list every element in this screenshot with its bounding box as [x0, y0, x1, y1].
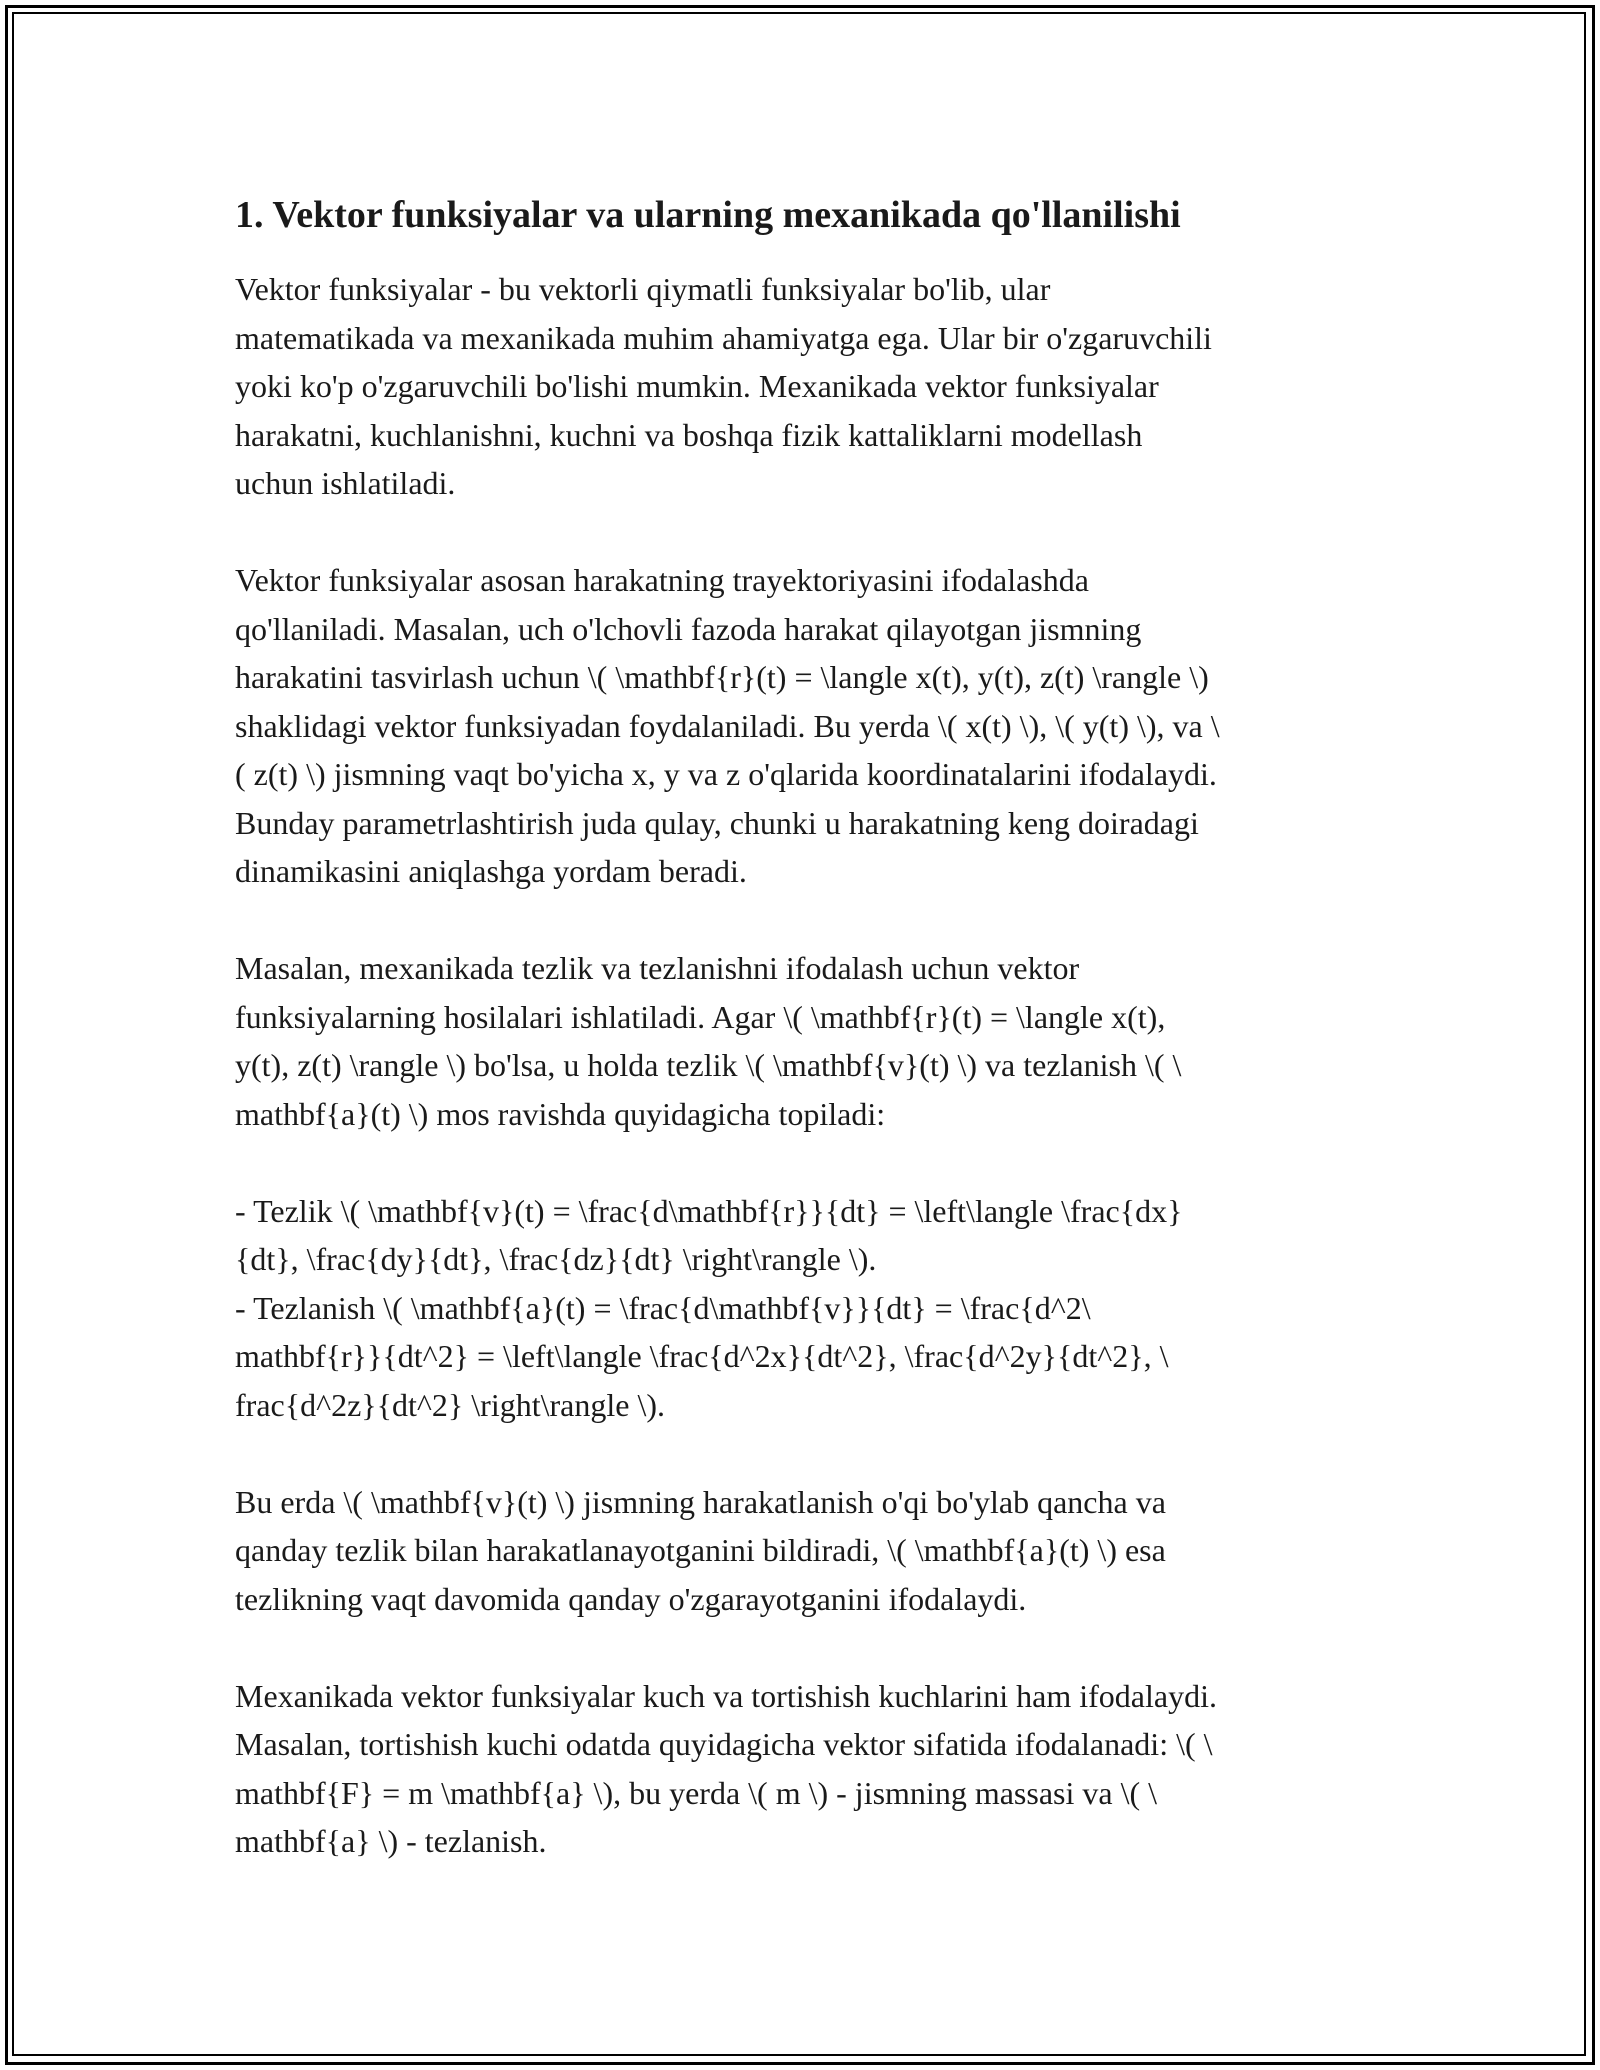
text-line: matematikada va mexanikada muhim ahamiyatga ega. Ular bir o'zgaruvchili — [235, 319, 1212, 356]
text-line: Bu erda \( \mathbf{v}(t) \) jismning harakatlanish o'qi bo'ylab qancha va — [235, 1483, 1166, 1520]
text-line: - Tezlanish \( \mathbf{a}(t) = \frac{d\mathbf{v}}{dt} = \frac{d^2\ — [235, 1289, 1091, 1326]
text-line: y(t), z(t) \rangle \) bo'lsa, u holda tezlik \( \mathbf{v}(t) \) va tezlanish \( \ — [235, 1047, 1182, 1083]
text-line: Masalan, mexanikada tezlik va tezlanishni ifodalash uchun vektor — [235, 950, 1080, 986]
paragraph-gap — [235, 508, 1365, 557]
text-line: Masalan, tortishish kuchi odatda quyidagicha vektor sifatida ifodalanadi: \( \ — [235, 1726, 1213, 1762]
paragraph-gap — [235, 1623, 1365, 1672]
paragraph-force — [235, 1672, 1365, 1866]
paragraph-gap — [235, 1138, 1365, 1187]
text-line: dinamikasini aniqlashga yordam beradi. — [235, 853, 747, 889]
text-line: harakatni, kuchlanishni, kuchni va boshqa fizik kattaliklarni modellash — [235, 416, 1143, 453]
text-line: mathbf{a} \) - tezlanish. — [235, 1823, 547, 1859]
paragraph-formulas — [235, 1187, 1365, 1430]
text-line: Vektor funksiyalar - bu vektorli qiymatli funksiyalar bo'lib, ular — [235, 271, 1051, 307]
text-line: Bunday parametrlashtirish juda qulay, chunki u harakatning keng doiradagi — [235, 804, 1199, 841]
text-line: shaklidagi vektor funksiyadan foydalaniladi. Bu yerda \( x(t) \), \( y(t) \), va \ — [235, 707, 1220, 744]
text-line: mathbf{r}}{dt^2} = \left\langle \frac{d^2x}{dt^2}, \frac{d^2y}{dt^2}, \ — [235, 1338, 1169, 1374]
text-line: funksiyalarning hosilalari ishlatiladi. Agar \( \mathbf{r}(t) = \langle x(t), — [235, 998, 1166, 1035]
paragraph-trajectory — [235, 556, 1365, 896]
section-heading: 1. Vektor funksiyalar va ularning mexanikada qo'llanilishi — [235, 194, 1181, 236]
text-line: Mexanikada vektor funksiyalar kuch va tortishish kuchlarini ham ifodalaydi. — [235, 1677, 1217, 1714]
text-line: yoki ko'p o'zgaruvchili bo'lishi mumkin. Mexanikada vektor funksiyalar — [235, 368, 1159, 404]
text-line: mathbf{F} = m \mathbf{a} \), bu yerda \( m \) - jismning massasi va \( \ — [235, 1774, 1157, 1811]
text-line: qanday tezlik bilan harakatlanayotganini bildiradi, \( \mathbf{a}(t) \) esa — [235, 1532, 1166, 1568]
text-line: tezlikning vaqt davomida qanday o'zgarayotganini ifodalaydi. — [235, 1580, 1027, 1617]
paragraph-gap — [235, 896, 1365, 945]
text-line: ( z(t) \) jismning vaqt bo'yicha x, y va z o'qlarida koordinatalarini ifodalaydi. — [235, 756, 1217, 792]
text-line: harakatini tasvirlash uchun \( \mathbf{r}(t) = \langle x(t), y(t), z(t) \rangle \) — [235, 659, 1209, 695]
text-line: uchun ishlatiladi. — [235, 465, 456, 501]
text-line: mathbf{a}(t) \) mos ravishda quyidagicha topiladi: — [235, 1095, 886, 1132]
paragraph-intro — [235, 265, 1365, 508]
text-line: qo'llaniladi. Masalan, uch o'lchovli fazoda harakat qilayotgan jismning — [235, 610, 1142, 647]
text-line: Vektor funksiyalar asosan harakatning trayektoriyasini ifodalashda — [235, 562, 1089, 598]
paragraph-explanation — [235, 1478, 1365, 1624]
text-line: frac{d^2z}{dt^2} \right\rangle \). — [235, 1386, 665, 1423]
text-line: - Tezlik \( \mathbf{v}(t) = \frac{d\mathbf{r}}{dt} = \left\langle \frac{dx} — [235, 1192, 1183, 1229]
paragraph-gap — [235, 1429, 1365, 1478]
paragraph-derivatives — [235, 944, 1365, 1138]
text-line: {dt}, \frac{dy}{dt}, \frac{dz}{dt} \right\rangle \). — [235, 1241, 877, 1277]
document-body — [235, 185, 1365, 1866]
